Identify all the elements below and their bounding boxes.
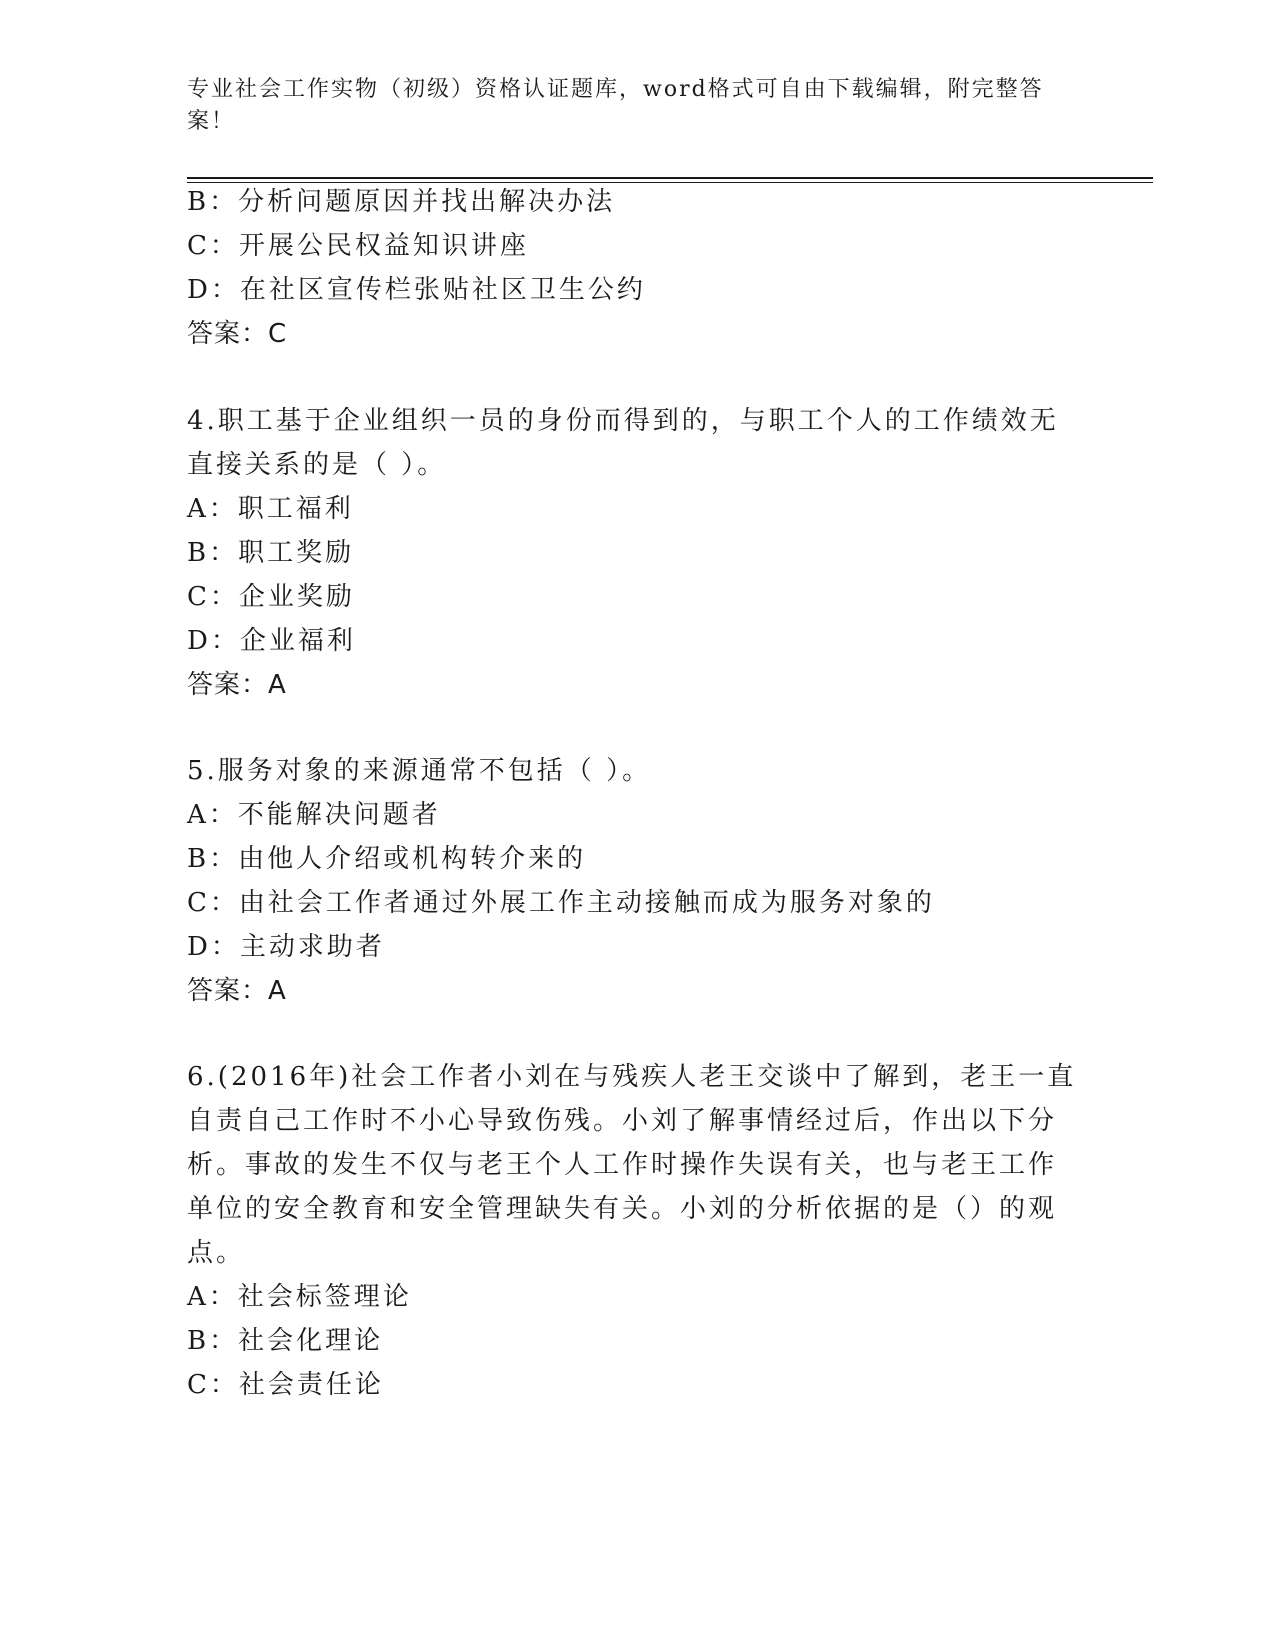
q4-question-line-2: 直接关系的是（ ）。 bbox=[187, 450, 447, 480]
q6-option-b: B：社会化理论 bbox=[187, 1326, 384, 1356]
q6-option-a: A：社会标签理论 bbox=[187, 1282, 412, 1312]
header-divider-thin bbox=[187, 182, 1153, 183]
q4-option-c: C：企业奖励 bbox=[187, 582, 355, 612]
q6-option-c: C：社会责任论 bbox=[187, 1370, 384, 1400]
q4-option-a: A：职工福利 bbox=[187, 494, 354, 524]
q5-option-d: D：主动求助者 bbox=[187, 932, 385, 962]
q6-question-line-1: 6.(2016年)社会工作者小刘在与残疾人老王交谈中了解到，老王一直 bbox=[187, 1062, 1077, 1092]
q5-option-b: B：由他人介绍或机构转介来的 bbox=[187, 844, 587, 874]
q6-question-line-4: 单位的安全教育和安全管理缺失有关。小刘的分析依据的是（）的观 bbox=[187, 1194, 1058, 1224]
q3-answer: 答案：C bbox=[187, 319, 288, 349]
q4-question-line-1: 4.职工基于企业组织一员的身份而得到的，与职工个人的工作绩效无 bbox=[187, 406, 1059, 436]
header-title-line-1: 专业社会工作实物（初级）资格认证题库，word格式可自由下载编辑，附完整答 bbox=[187, 77, 1044, 102]
q4-option-d: D：企业福利 bbox=[187, 626, 356, 656]
q3-option-c: C：开展公民权益知识讲座 bbox=[187, 231, 529, 261]
q6-question-line-5: 点。 bbox=[187, 1238, 246, 1268]
q5-option-c: C：由社会工作者通过外展工作主动接触而成为服务对象的 bbox=[187, 888, 935, 918]
header-title-line-2: 案！ bbox=[187, 109, 236, 134]
q4-answer: 答案：A bbox=[187, 670, 287, 700]
q6-question-line-3: 析。事故的发生不仅与老王个人工作时操作失误有关，也与老王工作 bbox=[187, 1150, 1058, 1180]
q5-answer: 答案：A bbox=[187, 976, 287, 1006]
q5-question-line-1: 5.服务对象的来源通常不包括（ ）。 bbox=[187, 756, 652, 786]
header-divider-thick bbox=[187, 177, 1153, 179]
q4-option-b: B：职工奖励 bbox=[187, 538, 355, 568]
header-title bbox=[187, 74, 1067, 138]
q3-option-d: D：在社区宣传栏张贴社区卫生公约 bbox=[187, 275, 646, 305]
q3-option-b: B：分析问题原因并找出解决办法 bbox=[187, 187, 616, 217]
q6-question-line-2: 自责自己工作时不小心导致伤残。小刘了解事情经过后，作出以下分 bbox=[187, 1106, 1058, 1136]
q5-option-a: A：不能解决问题者 bbox=[187, 800, 441, 830]
